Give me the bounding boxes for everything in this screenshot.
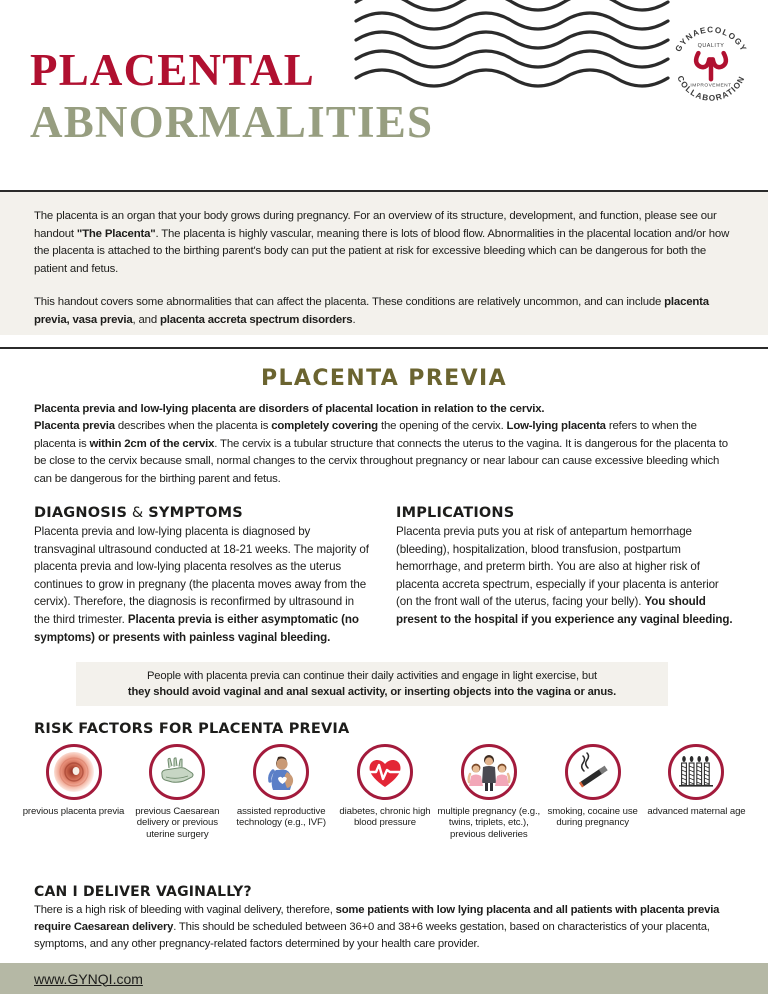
risk-icon-ring — [565, 744, 621, 800]
document-header — [0, 0, 768, 185]
callout-line-2: they should avoid vaginal and anal sexual activity, or inserting objects into the vagina or anus. — [127, 686, 617, 698]
risk-factors-row — [22, 744, 748, 840]
birthday-candles-icon — [675, 751, 717, 793]
risk-factor-item — [645, 744, 748, 840]
placenta-target-icon — [52, 750, 96, 794]
column-body: Placenta previa puts you at risk of antepartum hemorrhage (bleeding), hospitalization, blood transfusion, postpartum hemorrhage, and preterm birth. You are also at higher risk of placenta accreta spectrum, especially if your placenta is anterior (on the front wall of the uterus, facing your belly). You should present to the hospital if you experience any vaginal bleeding. — [396, 525, 733, 626]
two-column-section — [34, 505, 734, 646]
delivery-body: There is a high risk of bleeding with vaginal delivery, therefore, some patients with low lying placenta and all patients with placenta previa require Caesarean delivery. This should be scheduled between 36+0 and 38+6 weeks gestation, based on characteristics of your placenta, symptoms, and any other pregnancy-related factors determined by your health care provider. — [34, 904, 720, 951]
column-diagnosis-symptoms — [34, 505, 372, 646]
column-heading: DIAGNOSIS & SYMPTOMS — [34, 505, 243, 522]
column-heading: IMPLICATIONS — [396, 505, 515, 522]
callout-line-1: People with placenta previa can continue their daily activities and engage in light exercise, but — [146, 670, 598, 682]
risk-factor-label: previous placenta previa — [22, 806, 125, 817]
intro-paragraph-1: The placenta is an organ that your body grows during pregnancy. For an overview of its structure, development, and function, please see our handout "The Placenta". The placenta is highly vascular, meaning there is lots of blood flow. Abnormalities in the placental location and/or how the placenta is attached to the birthing parent's body can put the patient at risk for excessive bleeding which can be dangerous for both the patient and fetus. — [34, 210, 730, 275]
risk-factor-item — [541, 744, 644, 840]
risk-factor-label: previous Caesarean delivery or previous uterine surgery — [135, 806, 220, 840]
divider-bottom — [0, 347, 768, 349]
svg-text:COLLABORATION: COLLABORATION — [675, 74, 747, 103]
risk-icon-ring — [149, 744, 205, 800]
risk-icon-ring — [253, 744, 309, 800]
footer-bar — [0, 963, 768, 994]
svg-text:GYNAECOLOGY: GYNAECOLOGY — [673, 25, 749, 54]
section-heading-placenta-previa: PLACENTA PREVIA — [260, 366, 508, 391]
surgical-glove-icon — [156, 751, 198, 793]
risk-icon-ring — [461, 744, 517, 800]
risk-factor-label: smoking, cocaine use during pregnancy — [547, 806, 638, 829]
column-body: Placenta previa and low-lying placenta is diagnosed by transvaginal ultrasound conducted at 18-21 weeks. The majority of placenta previa and low-lying placenta resolves as the uterus continues to grow in pregnany (the placenta moves away from the cervix). Therefore, the diagnosis is reconfirmed by ultrasound in the third trimester. Placenta previa is either asymptomatic (no symptoms) or presents with painless vaginal bleeding. — [34, 525, 369, 644]
risk-icon-ring — [46, 744, 102, 800]
family-group-icon — [467, 752, 511, 792]
intro-band — [0, 192, 768, 335]
risk-icon-ring — [668, 744, 724, 800]
delivery-heading: CAN I DELIVER VAGINALLY? — [34, 884, 252, 900]
delivery-section — [34, 884, 734, 954]
wavy-lines-decoration — [352, 0, 682, 88]
heart-ecg-icon — [364, 751, 406, 793]
title-line-placental: PLACENTAL — [30, 45, 315, 95]
callout-box — [76, 662, 668, 706]
section-lead-paragraph: Placenta previa and low-lying placenta are disorders of placental location in relation to the cervix. Placenta previa describes when the placenta is completely covering the opening of the cervix. Low-lying placenta refers to when the placenta is within 2cm of the cervix. The cervix is a tubular structure that connects the uterus to the vagina. It is dangerous for the placenta to be close to the cervix because small, normal changes to the cervix throughout pregnancy or near labour can cause excessive bleeding which can be dangerous for the birthing parent and fetus. — [34, 403, 728, 485]
intro-paragraph-2: This handout covers some abnormalities that can affect the placenta. These conditions are relatively uncommon, and can include placenta previa, vasa previa, and placenta accreta spectrum disorders. — [34, 296, 709, 326]
risk-factor-item — [22, 744, 125, 840]
title-line-abnormalities: ABNORMALITIES — [30, 97, 434, 147]
risk-factor-item — [333, 744, 436, 840]
column-implications — [396, 505, 734, 646]
risk-factor-label: advanced maternal age — [647, 806, 746, 817]
gynaecology-collaboration-logo — [666, 18, 756, 108]
risk-factor-label: diabetes, chronic high blood pressure — [339, 806, 431, 829]
svg-text:IMPROVEMENT: IMPROVEMENT — [690, 83, 732, 89]
svg-text:QUALITY: QUALITY — [697, 42, 725, 49]
risk-factors-heading: RISK FACTORS FOR PLACENTA PREVIA — [34, 721, 350, 737]
risk-factor-label: multiple pregnancy (e.g., twins, triplets, etc.), previous deliveries — [437, 806, 541, 840]
footer-website-link[interactable]: www.GYNQI.com — [34, 970, 143, 987]
risk-factor-item — [126, 744, 229, 840]
cigarette-icon — [572, 751, 614, 793]
risk-icon-ring — [357, 744, 413, 800]
risk-factor-item — [437, 744, 540, 840]
pregnant-person-icon — [260, 751, 302, 793]
risk-factor-item — [230, 744, 333, 840]
risk-factor-label: assisted reproductive technology (e.g., IVF) — [236, 806, 326, 829]
